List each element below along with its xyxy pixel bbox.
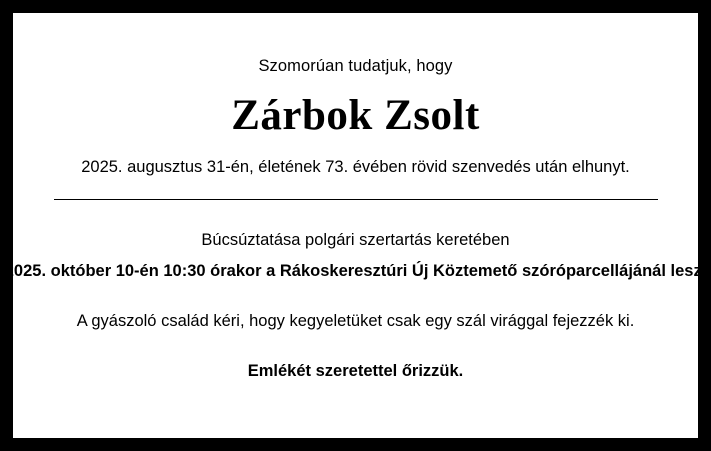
- family-request-text: A gyászoló család kéri, hogy kegyeletüket csak egy szál virággal fejezzék ki.: [76, 312, 635, 331]
- obituary-content: [4, 13, 707, 438]
- intro-text: Szomorúan tudatjuk, hogy: [258, 57, 453, 75]
- section-divider: [54, 199, 658, 200]
- deceased-name: Zárbok Zsolt: [231, 92, 480, 139]
- closing-text: Emlékét szeretettel őrizzük.: [247, 362, 464, 381]
- ceremony-text: Búcsúztatása polgári szertartás keretében: [201, 231, 510, 250]
- death-details-text: 2025. augusztus 31-én, életének 73. évében rövid szenvedés után elhunyt.: [81, 158, 630, 177]
- ceremony-place-text: 2025. október 10-én 10:30 órakor a Rákoskeresztúri Új Köztemető szóróparcellájánál lesz.: [4, 262, 707, 281]
